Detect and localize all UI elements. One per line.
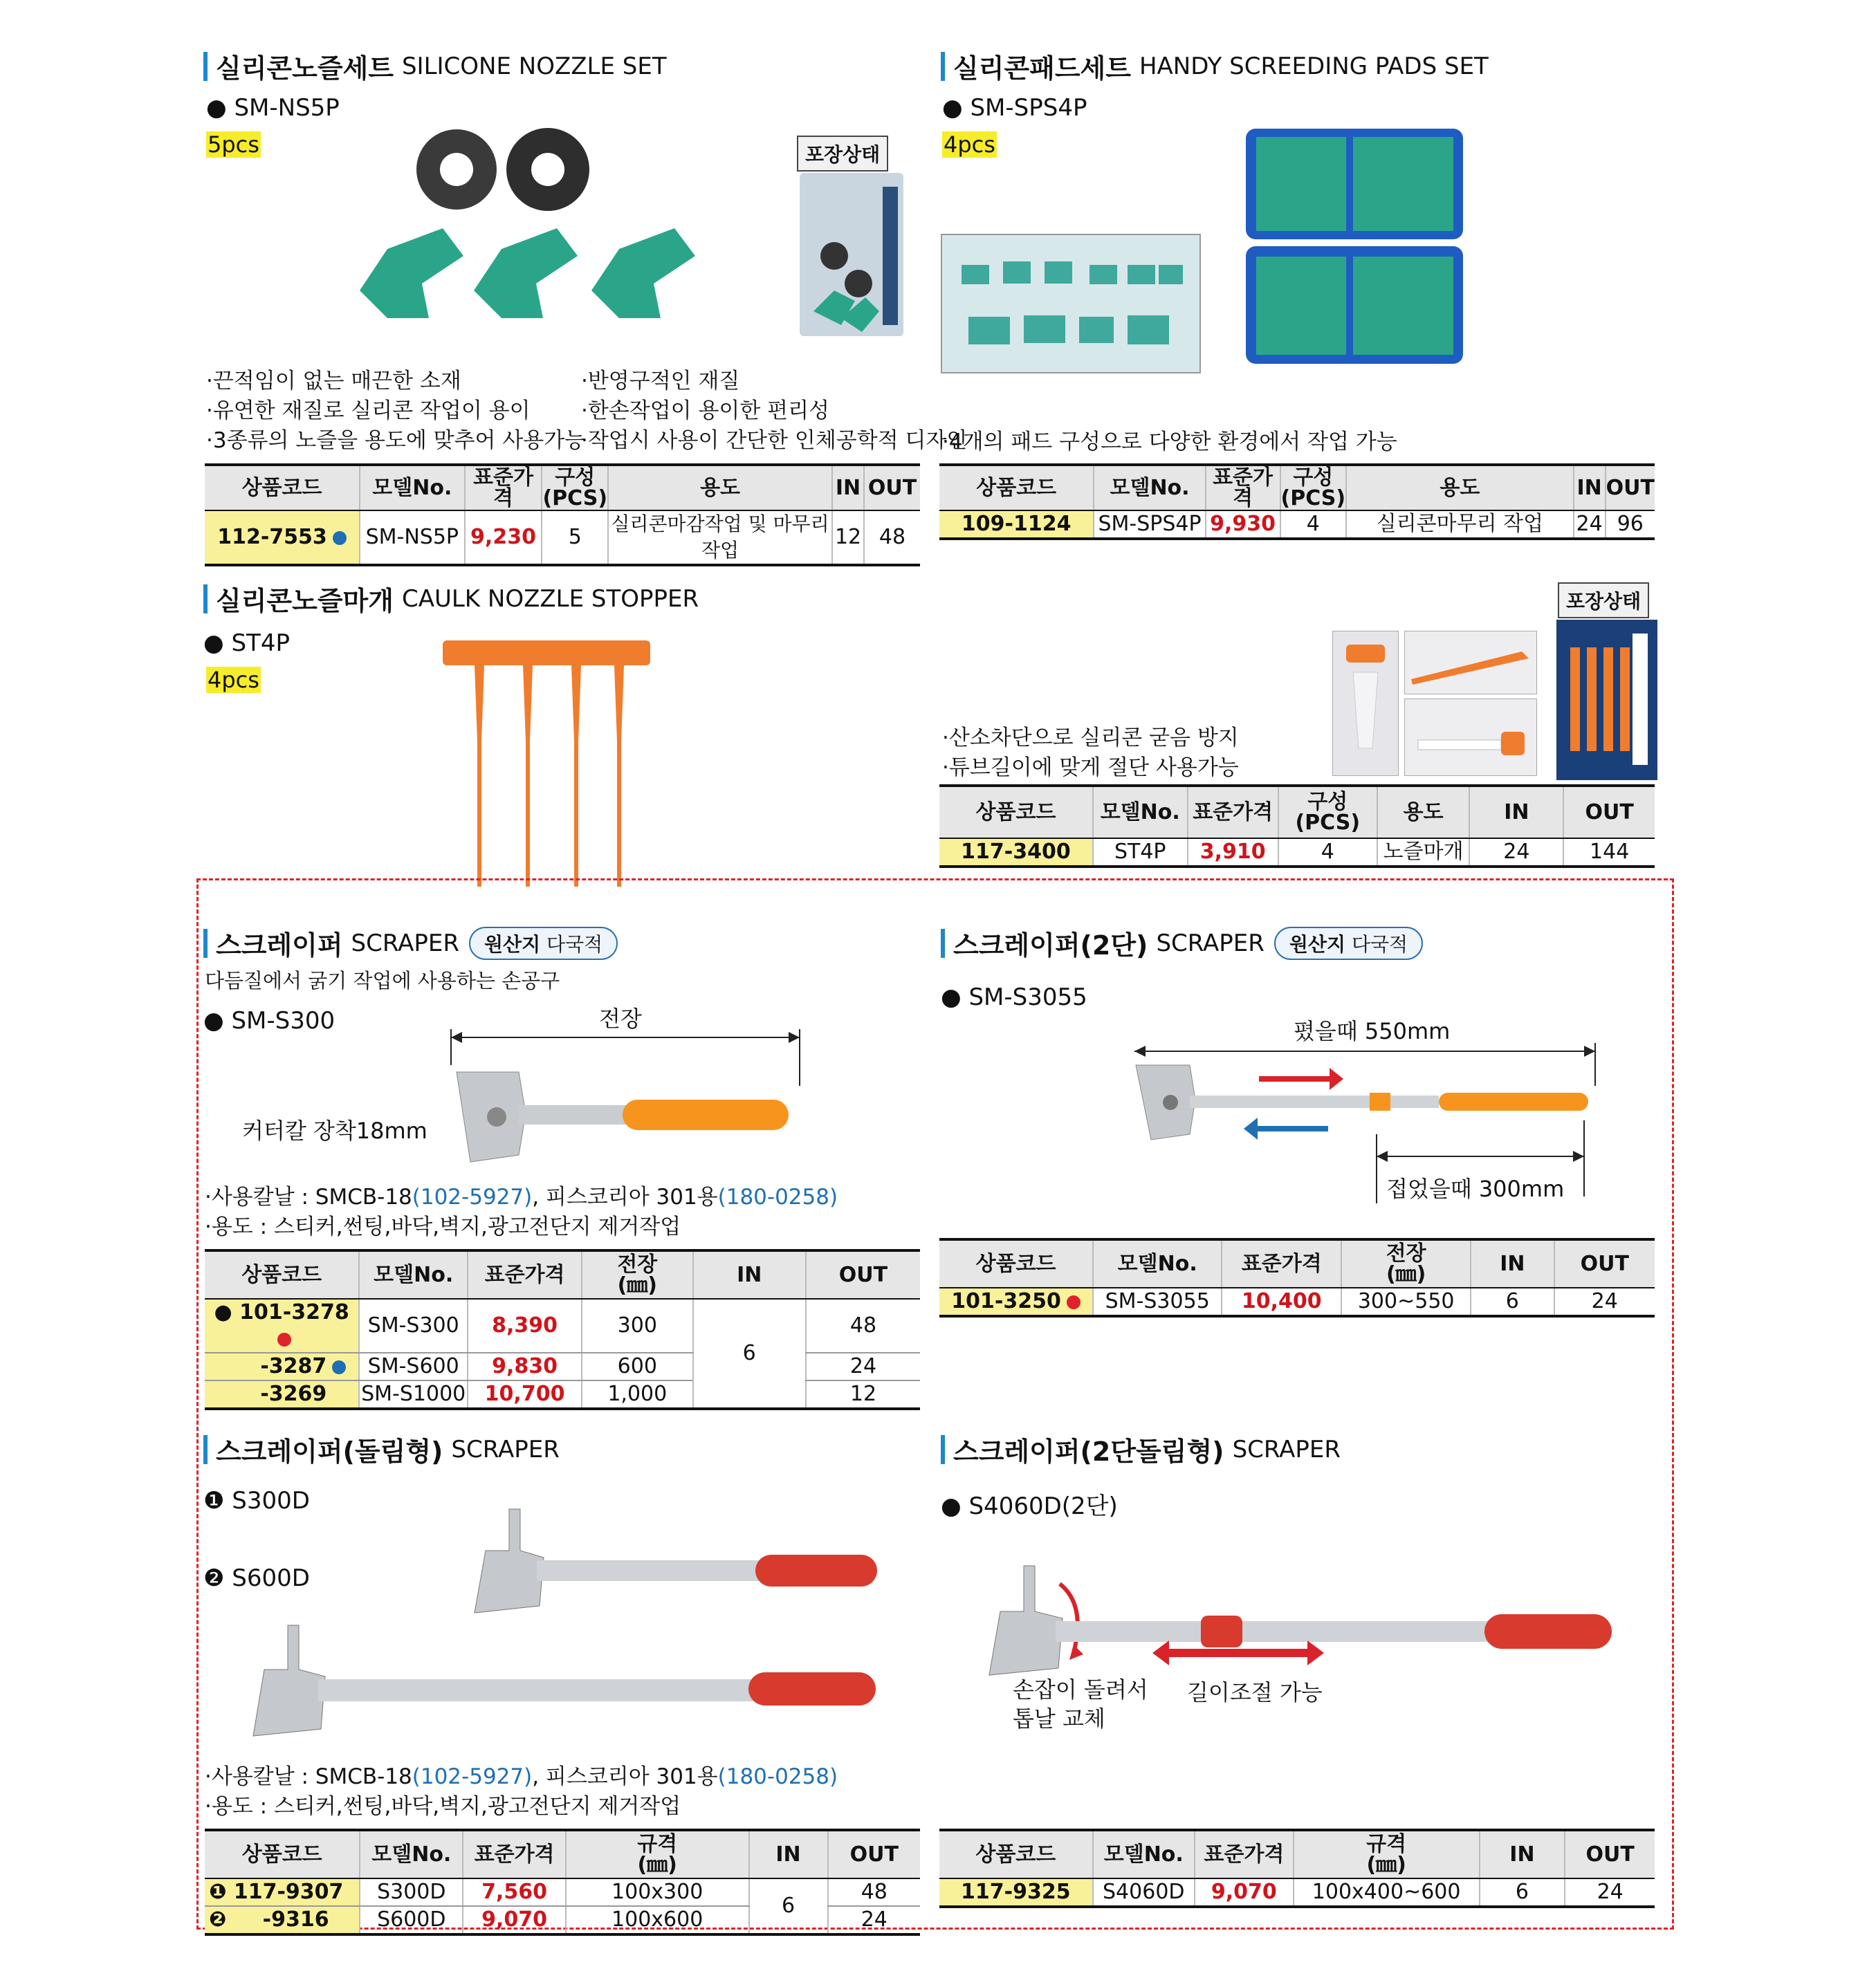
nozzle-bullets-right bbox=[581, 367, 967, 456]
cell-pcs: 5 bbox=[542, 510, 608, 565]
stopper-tube-image bbox=[1332, 631, 1399, 776]
cell-price: 9,230 bbox=[465, 510, 542, 565]
title-en: SILICONE NOZZLE SET bbox=[401, 52, 667, 80]
col-in: IN bbox=[1469, 786, 1563, 838]
cell-price: 9,830 bbox=[468, 1353, 582, 1380]
cell-model: SM-S600 bbox=[359, 1353, 468, 1380]
col-use: 용도 bbox=[608, 465, 832, 510]
pads-set-pcs: 4pcs bbox=[944, 131, 995, 158]
cell-in: 6 bbox=[749, 1878, 828, 1934]
scraper-desc: 다듬질에서 굵기 작업에 사용하는 손공구 bbox=[205, 969, 560, 992]
pads-bullets bbox=[942, 427, 1397, 457]
col-model: 모델No. bbox=[359, 1250, 468, 1299]
table-row bbox=[939, 1288, 1655, 1316]
title-ko: 스크레이퍼 bbox=[216, 930, 343, 961]
scraper2-spec-table bbox=[939, 1238, 1655, 1318]
cell-out: 24 bbox=[1554, 1288, 1655, 1316]
cell-pcs: 4 bbox=[1278, 838, 1377, 867]
cell-in: 6 bbox=[693, 1299, 806, 1409]
title-en: SCRAPER bbox=[451, 1435, 560, 1463]
origin-badge bbox=[469, 927, 618, 960]
col-out: OUT bbox=[1563, 786, 1655, 838]
col-price: 표준가격 bbox=[1188, 786, 1278, 838]
pads-sheet-image bbox=[941, 234, 1201, 373]
stopper-use-image bbox=[1404, 699, 1537, 776]
table-row bbox=[205, 1299, 920, 1353]
cell-out: 24 bbox=[1565, 1878, 1655, 1907]
title-bar bbox=[203, 584, 208, 613]
title-en: SCRAPER bbox=[1156, 929, 1265, 957]
pads-spec-table bbox=[939, 463, 1655, 540]
cell-model: S600D bbox=[360, 1906, 463, 1934]
scraper2-rot-title bbox=[941, 1430, 1341, 1468]
col-code: 상품코드 bbox=[939, 465, 1094, 510]
bullet: ·작업시 사용이 간단한 인체공학적 디자인 bbox=[581, 428, 968, 453]
stopper-pcs: 4pcs bbox=[208, 667, 259, 693]
scraper-rot-spec-table bbox=[205, 1829, 920, 1936]
col-model: 모델No. bbox=[360, 1830, 463, 1878]
col-pcs: 구성 (PCS) bbox=[542, 465, 608, 510]
cell-out: 12 bbox=[806, 1380, 920, 1409]
table-row bbox=[205, 510, 920, 565]
col-price: 표준가격 bbox=[1222, 1239, 1341, 1288]
bullet: ·4개의 패드 구성으로 다양한 환경에서 작업 가능 bbox=[942, 429, 1397, 454]
rotate-label-line: 손잡이 돌려서 bbox=[1013, 1676, 1148, 1703]
col-model: 모델No. bbox=[1093, 1239, 1222, 1288]
col-model: 모델No. bbox=[360, 465, 465, 510]
nozzle-set-model: ● SM-NS5P bbox=[206, 94, 340, 122]
scraper2-rot-model: ● S4060D(2단) bbox=[941, 1492, 1118, 1520]
title-ko: 실리콘패드세트 bbox=[953, 53, 1131, 84]
col-size: 규격 (㎜) bbox=[1294, 1830, 1480, 1878]
cell-length: 300~550 bbox=[1341, 1288, 1471, 1316]
col-pcs: 구성 (PCS) bbox=[1278, 786, 1377, 838]
col-use: 용도 bbox=[1346, 465, 1574, 510]
cell-in: 12 bbox=[832, 510, 864, 565]
pads-set-model: ● SM-SPS4P bbox=[942, 94, 1087, 122]
col-size: 규격 (㎜) bbox=[566, 1830, 749, 1878]
cell-use: 실리콘마무리 작업 bbox=[1346, 510, 1574, 539]
cell-in: 24 bbox=[1469, 838, 1563, 867]
dot-icon bbox=[277, 1333, 291, 1347]
col-model: 모델No. bbox=[1093, 786, 1188, 838]
cell-model: SM-SPS4P bbox=[1094, 510, 1205, 539]
title-bar bbox=[203, 1435, 208, 1464]
col-price: 표준가격 bbox=[463, 1830, 566, 1878]
cell-in: 6 bbox=[1471, 1288, 1554, 1316]
cell-model: SM-S3055 bbox=[1093, 1288, 1222, 1316]
col-in: IN bbox=[693, 1250, 806, 1299]
col-price: 표준가격 bbox=[1206, 465, 1280, 510]
cell-code bbox=[939, 1288, 1093, 1316]
blade-code: (180-0258) bbox=[717, 1185, 838, 1210]
table-row bbox=[205, 1353, 920, 1380]
scraper2-rot-image bbox=[982, 1556, 1619, 1688]
title-bar bbox=[203, 52, 208, 81]
bullet: ·유연한 재질로 실리콘 작업이 용이 bbox=[206, 398, 531, 423]
cell-length: 300 bbox=[582, 1299, 692, 1353]
cell-model: S4060D bbox=[1093, 1878, 1195, 1907]
cell-model: ST4P bbox=[1093, 838, 1188, 867]
cell-code: 117-3400 bbox=[939, 838, 1093, 867]
col-code: 상품코드 bbox=[939, 1830, 1093, 1878]
code: 112-7553 bbox=[217, 525, 327, 549]
scraper-rot-model-2: ❷ S600D bbox=[203, 1564, 310, 1592]
origin-value: 다국적 bbox=[1351, 932, 1408, 956]
cell-price: 9,930 bbox=[1206, 510, 1280, 539]
col-price: 표준가격 bbox=[1195, 1830, 1294, 1878]
col-out: OUT bbox=[1606, 465, 1655, 510]
cell-code: 117-9325 bbox=[939, 1878, 1093, 1907]
cell-out: 96 bbox=[1606, 510, 1655, 539]
nozzle-spec-table bbox=[205, 463, 920, 566]
scraper2-rot-adjust-label: 길이조절 가능 bbox=[1187, 1679, 1323, 1706]
cell-out: 24 bbox=[828, 1906, 920, 1934]
scraper2-rot-rotate-label bbox=[1013, 1675, 1148, 1733]
cell-model: S300D bbox=[360, 1878, 463, 1906]
title-bar bbox=[941, 1435, 945, 1464]
col-length: 전장 (㎜) bbox=[582, 1250, 692, 1299]
scraper-length-label: 전장 bbox=[599, 1006, 642, 1032]
col-model: 모델No. bbox=[1094, 465, 1205, 510]
scraper-rot-bullets bbox=[205, 1762, 838, 1822]
title-ko: 스크레이퍼(2단돌림형) bbox=[953, 1436, 1224, 1467]
col-out: OUT bbox=[864, 465, 920, 510]
cell-code: ❶ 117-9307 bbox=[205, 1878, 360, 1906]
title-en: HANDY SCREEDING PADS SET bbox=[1139, 52, 1489, 80]
title-bar bbox=[941, 52, 945, 81]
stopper-package-label: 포장상태 bbox=[1558, 582, 1649, 618]
col-code: 상품코드 bbox=[205, 1250, 359, 1299]
origin-badge bbox=[1274, 927, 1423, 960]
cell-use: 노즐마개 bbox=[1377, 838, 1470, 867]
col-pcs: 구성 (PCS) bbox=[1280, 465, 1346, 510]
cell-use: 실리콘마감작업 및 마무리작업 bbox=[608, 510, 832, 565]
cell-code bbox=[205, 1353, 359, 1380]
scraper-spec-table bbox=[205, 1249, 920, 1410]
bullet: ·튜브길이에 맞게 절단 사용가능 bbox=[942, 755, 1239, 780]
cell-out: 48 bbox=[828, 1878, 920, 1906]
blade-line bbox=[205, 1183, 838, 1212]
cell-code bbox=[205, 510, 360, 565]
blade-mid: , 피스코리아 301용 bbox=[532, 1185, 718, 1210]
blade-code: (102-5927) bbox=[412, 1185, 533, 1210]
cell-code: 109-1124 bbox=[939, 510, 1094, 539]
col-in: IN bbox=[1471, 1239, 1554, 1288]
origin-label: 원산지 bbox=[484, 932, 541, 956]
scraper2-open-label: 폈을때 550mm bbox=[1294, 1018, 1451, 1044]
title-en: SCRAPER bbox=[351, 929, 459, 957]
dot-icon bbox=[332, 1360, 346, 1374]
nozzle-package-image bbox=[800, 173, 903, 336]
col-code: 상품코드 bbox=[939, 786, 1093, 838]
nozzle-set-pcs: 5pcs bbox=[208, 131, 259, 158]
cell-price: 9,070 bbox=[1195, 1878, 1294, 1907]
col-in: IN bbox=[749, 1830, 828, 1878]
dot-icon bbox=[1067, 1295, 1080, 1309]
cell-size: 100x300 bbox=[566, 1878, 749, 1906]
col-out: OUT bbox=[828, 1830, 920, 1878]
title-en: CAULK NOZZLE STOPPER bbox=[401, 584, 699, 613]
table-row bbox=[205, 1380, 920, 1409]
scraper-rot-image-1 bbox=[468, 1495, 883, 1620]
scraper-image bbox=[443, 1024, 816, 1176]
blade-code: (102-5927) bbox=[412, 1764, 533, 1789]
scraper-cutter-label: 커터칼 장착18mm bbox=[242, 1118, 427, 1144]
cell-model: SM-S300 bbox=[359, 1299, 468, 1353]
col-out: OUT bbox=[1554, 1239, 1655, 1288]
blade-prefix: ·사용칼날 : SMCB-18 bbox=[205, 1764, 412, 1789]
blade-mid: , 피스코리아 301용 bbox=[532, 1764, 718, 1789]
cell-size: 100x600 bbox=[566, 1906, 749, 1934]
col-in: IN bbox=[832, 465, 864, 510]
cell-out: 24 bbox=[806, 1353, 920, 1380]
col-model: 모델No. bbox=[1093, 1830, 1195, 1878]
col-out: OUT bbox=[1565, 1830, 1655, 1878]
scraper2-rot-spec-table bbox=[939, 1829, 1655, 1908]
col-in: IN bbox=[1574, 465, 1606, 510]
rotate-label-line: 톱날 교체 bbox=[1013, 1706, 1105, 1732]
cell-in: 6 bbox=[1480, 1878, 1565, 1907]
cell-price: 7,560 bbox=[463, 1878, 566, 1906]
col-price: 표준가격 bbox=[468, 1250, 582, 1299]
nozzle-set-title bbox=[203, 47, 667, 85]
nozzle-set-image bbox=[346, 124, 844, 332]
col-code: 상품코드 bbox=[939, 1239, 1093, 1288]
title-ko: 실리콘노즐마개 bbox=[216, 586, 394, 616]
blade-code: (180-0258) bbox=[717, 1764, 838, 1789]
cell-price: 9,070 bbox=[463, 1906, 566, 1934]
blade-prefix: ·사용칼날 : SMCB-18 bbox=[205, 1185, 412, 1210]
title-ko: 스크레이퍼(돌림형) bbox=[216, 1436, 443, 1467]
cell-price: 3,910 bbox=[1188, 838, 1278, 867]
title-bar bbox=[203, 929, 208, 958]
col-out: OUT bbox=[806, 1250, 920, 1299]
table-row bbox=[939, 838, 1655, 867]
blade-line bbox=[205, 1762, 838, 1792]
col-price: 표준가격 bbox=[465, 465, 542, 510]
stopper-package-image bbox=[1556, 620, 1657, 780]
cell-model: SM-NS5P bbox=[360, 510, 465, 565]
col-length: 전장 (㎜) bbox=[1341, 1239, 1471, 1288]
title-en: SCRAPER bbox=[1232, 1435, 1341, 1463]
title-bar bbox=[941, 929, 945, 958]
cell-code: ● 101-3278 bbox=[205, 1299, 359, 1353]
scraper2-title bbox=[941, 924, 1423, 962]
cell-length: 600 bbox=[582, 1353, 692, 1380]
origin-label: 원산지 bbox=[1289, 932, 1346, 956]
pads-set-title bbox=[941, 47, 1489, 85]
stopper-image bbox=[440, 631, 659, 891]
scraper-bullets bbox=[205, 1183, 838, 1242]
cell-pcs: 4 bbox=[1280, 510, 1347, 539]
stopper-bullets bbox=[942, 723, 1239, 783]
bullet: ·산소차단으로 실리콘 굳음 방지 bbox=[942, 725, 1239, 750]
cell-code: -3269 bbox=[205, 1380, 359, 1409]
cell-in: 24 bbox=[1574, 510, 1606, 539]
cell-model: SM-S1000 bbox=[359, 1380, 468, 1409]
table-row bbox=[939, 510, 1655, 539]
cell-price: 10,700 bbox=[468, 1380, 582, 1409]
stopper-title bbox=[203, 580, 699, 618]
bullet: ·반영구적인 재질 bbox=[581, 369, 740, 394]
nozzle-package-label: 포장상태 bbox=[797, 136, 888, 172]
dot-icon bbox=[333, 531, 347, 545]
table-row bbox=[939, 1878, 1655, 1907]
nozzle-bullets-left bbox=[206, 367, 585, 456]
cell-code: ❷ -9316 bbox=[205, 1906, 360, 1934]
title-ko: 스크레이퍼(2단) bbox=[953, 930, 1148, 961]
scraper2-fold-label: 접었을때 300mm bbox=[1386, 1176, 1565, 1202]
bullet: ·한손작업이 용이한 편리성 bbox=[581, 398, 829, 423]
col-in: IN bbox=[1480, 1830, 1565, 1878]
origin-value: 다국적 bbox=[546, 932, 603, 956]
cell-size: 100x400~600 bbox=[1294, 1878, 1480, 1907]
title-ko: 실리콘노즐세트 bbox=[216, 53, 394, 84]
scraper-rot-image-2 bbox=[246, 1611, 883, 1743]
stopper-model: ● ST4P bbox=[203, 629, 290, 657]
scraper-model: ● SM-S300 bbox=[203, 1007, 335, 1035]
col-code: 상품코드 bbox=[205, 1830, 360, 1878]
pads-case-image bbox=[1242, 122, 1466, 371]
cell-out: 48 bbox=[864, 510, 920, 565]
stopper-spec-table bbox=[939, 784, 1655, 868]
scraper-rot-model-1: ❶ S300D bbox=[203, 1487, 310, 1515]
scraper-title bbox=[203, 924, 618, 962]
scraper-rot-title bbox=[203, 1430, 560, 1468]
table-row bbox=[205, 1878, 920, 1906]
stopper-cut-image bbox=[1404, 631, 1537, 694]
cell-out: 144 bbox=[1563, 838, 1655, 867]
cell-out: 48 bbox=[806, 1299, 920, 1353]
cell-length: 1,000 bbox=[582, 1380, 692, 1409]
scraper2-model: ● SM-S3055 bbox=[941, 983, 1087, 1011]
cell-price: 8,390 bbox=[468, 1299, 582, 1353]
col-use: 용도 bbox=[1377, 786, 1470, 838]
bullet: ·끈적임이 없는 매끈한 소재 bbox=[206, 369, 461, 394]
use-line: ·용도 : 스티커,썬팅,바닥,벽지,광고전단지 제거작업 bbox=[205, 1214, 681, 1239]
code: 101-3278 bbox=[239, 1300, 349, 1324]
code: 101-3250 bbox=[951, 1289, 1061, 1313]
use-line: ·용도 : 스티커,썬팅,바닥,벽지,광고전단지 제거작업 bbox=[205, 1794, 681, 1819]
col-code: 상품코드 bbox=[205, 465, 360, 510]
bullet: ·3종류의 노즐을 용도에 맞추어 사용가능 bbox=[206, 428, 586, 453]
code: -3287 bbox=[260, 1354, 327, 1378]
cell-price: 10,400 bbox=[1222, 1288, 1341, 1316]
